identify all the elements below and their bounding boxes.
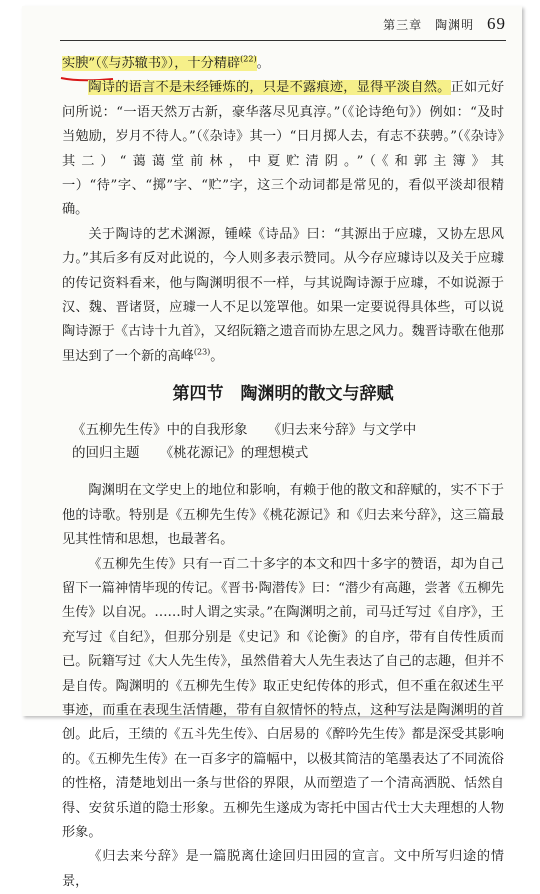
book-page	[22, 6, 522, 889]
section-heading: 第四节 陶渊明的散文与辞赋	[172, 384, 394, 405]
paragraph-intro: 陶渊明在文学史上的地位和影响，有赖于他的散文和辞赋的，实不下于他的诗歌。特别是《五柳先生传》《桃花源记》和《归去来兮辞》，这三篇最见其性情和思想，也最著名。	[62, 483, 504, 548]
paragraph-origins: 关于陶诗的艺术渊源，锺嵘《诗品》曰：“其源出于应璩，又协左思风力。”其后多有反对此说的，今人则多表示赞同。从今存应璩诗以及关于应璩的传记资料看来，他与陶渊明很不一样，与其说陶诗源于应璩，不如说源于汉、魏、晋诸贤，应璩一人不足以笼罩他。如果一定要说得具体些，可以说陶诗源于《古诗十九首》，又绍阮籍之遗音而协左思之风力。魏晋诗歌在他那里达到了一个新的高峰$^{(23)}$。	[62, 226, 504, 364]
paragraph-language: 陶诗的语言不是未经锤炼的，只是不露痕迹，显得平淡自然。正如元好问所说：“一语天然万古新，豪华落尽见真淳。”（《论诗绝句》）例如：“及时当勉励，岁月不待人。”（《杂诗》其一）“日月掷人去，有志不获骋。”（《杂诗》其二）“蔼蔼堂前林，中夏贮清阴。”（《和郭主簿》其一）“待”字、“掷”字、“贮”字，这三个动词都是常见的，看似平淡却很精确。	[62, 80, 505, 218]
running-header	[383, 14, 506, 34]
page-number: 69	[487, 14, 506, 33]
paragraph-guiqulai: 《归去来兮辞》是一篇脱离仕途回归田园的宣言。文中所写归途的情景，	[62, 849, 504, 889]
section-subtitle	[72, 419, 504, 465]
paragraph-continuation: 实腴”（《与苏辙书》），十分精辟$^{(22)}$。	[62, 54, 270, 71]
subtitle-line-2: 的回归主题 《桃花源记》的理想模式	[72, 445, 309, 462]
subtitle-line-1: 《五柳先生传》中的自我形象 《归去来兮辞》与文学中	[72, 422, 417, 439]
chapter-title: 第三章 陶渊明	[383, 18, 475, 32]
highlighted-sentence: 陶诗的语言不是未经锤炼的，只是不露痕迹，显得平淡自然。	[88, 80, 451, 96]
highlighted-text: 实腴”（《与苏辙书》），十分精辟$^{(22)}$	[62, 54, 257, 71]
paragraph-wuliu: 《五柳先生传》只有一百二十多字的本文和四十多字的赞语，却为自己留下一篇神情毕现的传记。《晋书·陶潜传》曰：“潜少有高趣，尝著《五柳先生传》以自况。……时人谓之实录。”在陶渊明之前，司马迁写过《自序》，王充写过《自纪》，但那分别是《史记》和《论衡》的自序，带有自传性质而已。阮籍写过《大人先生传》，虽然借着大人先生表达了自己的志趣，但并不是自传。陶渊明的《五柳先生传》取正史纪传体的形式，但不重在叙述生平事迹，而重在表现生活情趣，带有自叙情怀的特点，这种写法是陶渊明的首创。此后，王绩的《五斗先生传》、白居易的《醉吟先生传》都是深受其影响的。《五柳先生传》在一百多字的篇幅中，以极其简洁的笔墨表达了不同流俗的性格，清楚地划出一条与世俗的界限，从而塑造了一个清高洒脱、恬然自得、安贫乐道的隐士形象。五柳先生遂成为寄托中国古代士大夫理想的人物形象。	[62, 556, 504, 840]
header-rule	[60, 40, 506, 41]
page-body	[62, 52, 504, 894]
